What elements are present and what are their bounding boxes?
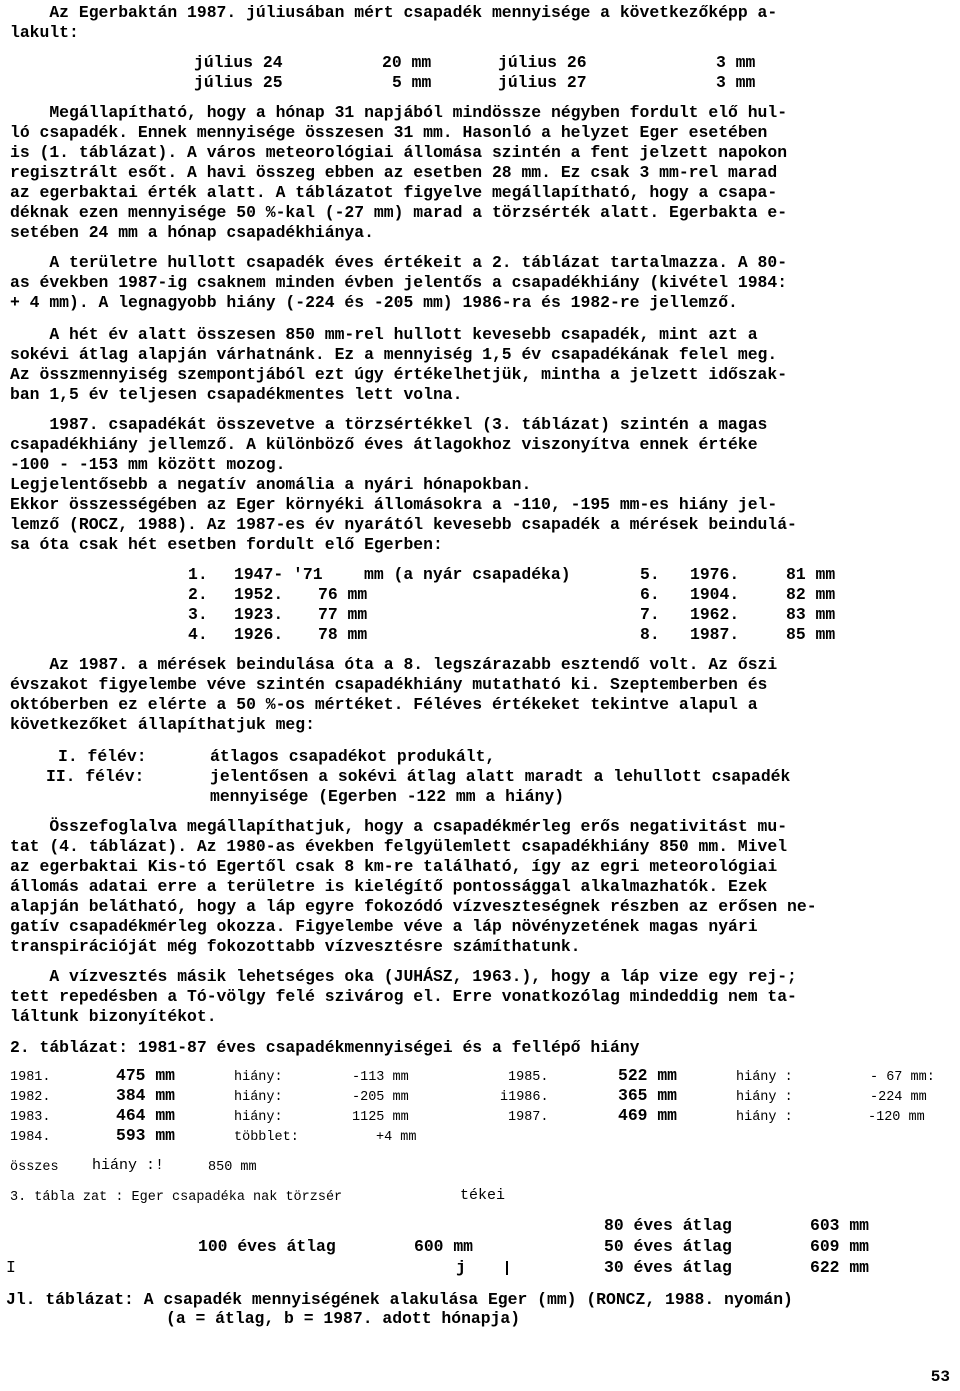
july-date: július 26 — [498, 53, 587, 72]
text-line: + 4 mm). A legnagyobb hiány (-224 és -205 mm) 1986-ra és 1982-re jellemző. — [10, 293, 738, 312]
text-line: -100 - -153 mm között mozog. — [10, 455, 286, 474]
table-cell-value: 469 mm — [618, 1106, 678, 1125]
text-line: következőket állapíthatjuk meg: — [10, 715, 315, 734]
text-line: 1987. csapadékát összevetve a törzsértékkel (3. táblázat) szintén a magas — [10, 415, 768, 434]
rank-year: 1952. — [234, 585, 284, 604]
text-line: transpirációját még fokozottabb vízvesztésre számíthatunk. — [10, 937, 581, 956]
semester-text: mennyisége (Egerben -122 mm a hiány) — [210, 787, 565, 806]
rank-year: 1904. — [690, 585, 740, 604]
text-line: Ekkor összességében az Eger környéki állomásokra a -110, -195 mm-es hiány jel- — [10, 495, 778, 514]
caption-line: (a = átlag, b = 1987. adott hónapja) — [166, 1309, 521, 1328]
rank-value: 78 mm — [318, 625, 368, 644]
text-line: lemző (ROCZ, 1988). Az 1987-es év nyarától kevesebb csapadék a mérések beindulá- — [10, 515, 797, 534]
text-line: tett repedésben a Tó-völgy felé szivárog el. Erre vonatkozólag mindeddig nem ta- — [10, 987, 797, 1006]
table-cell-value: 475 mm — [116, 1066, 176, 1085]
table-cell-key: hiány : — [736, 1110, 793, 1125]
text-line: évszakot figyelembe véve szintén csapadékhiány mutatható ki. Szeptemberben és — [10, 675, 768, 694]
text-line: tat (4. táblázat). Az 1980-as években felgyülemlett csapadékhiány 850 mm. Mivel — [10, 837, 788, 856]
vertical-bar-mark — [506, 1261, 508, 1275]
stray-mark: I — [6, 1258, 16, 1277]
text-line: láltunk bizonyítékot. — [10, 1007, 217, 1026]
table-cell-year: i1986. — [500, 1090, 549, 1105]
table-cell-key: hiány : — [736, 1070, 793, 1085]
rank-value: 77 mm — [318, 605, 368, 624]
table-cell-year: 1983. — [10, 1110, 51, 1125]
table-cell-value: 593 mm — [116, 1126, 176, 1145]
table-cell-year: 1982. — [10, 1090, 51, 1105]
table-cell-key: hiány: — [234, 1110, 283, 1125]
table-total-value: 850 mm — [208, 1160, 257, 1175]
rank-value: 85 mm — [786, 625, 836, 644]
average-label: 30 éves átlag — [604, 1258, 732, 1277]
text-line: Összefoglalva megállapíthatjuk, hogy a csapadékmérleg erős negativitást mu- — [10, 817, 788, 836]
text-line: az egerbaktai Kis-tó Egertől csak 8 km-re található, így az egri meteorológiai — [10, 857, 778, 876]
table-cell-diff: -120 mm — [868, 1110, 925, 1125]
text-line: lakult: — [10, 23, 79, 42]
table-cell-value: 464 mm — [116, 1106, 176, 1125]
text-line: ban 1,5 év teljesen csapadékmentes lett volna. — [10, 385, 463, 404]
table-cell-diff: -205 mm — [352, 1090, 409, 1105]
rank-value: 81 mm — [786, 565, 836, 584]
caption-line: Jl. táblázat: A csapadék mennyiségének alakulása Eger (mm) (RONCZ, 1988. nyomán) — [6, 1290, 793, 1309]
text-line: az egerbaktai érték alatt. A táblázatot figyelve megállapítható, hogy a csapa- — [10, 183, 778, 202]
table-cell-key: hiány : — [736, 1090, 793, 1105]
text-line: Megállapítható, hogy a hónap 31 napjából mindössze négyben fordult elő hul- — [10, 103, 788, 122]
average-value: 603 mm — [810, 1216, 870, 1235]
rank-year: 1976. — [690, 565, 740, 584]
rank-value: 83 mm — [786, 605, 836, 624]
rank-year: 1962. — [690, 605, 740, 624]
text-line: regisztrált esőt. A havi összeg ebben az esetben 28 mm. Ez csak 3 mm-rel marad — [10, 163, 778, 182]
text-line: állomás adatai erre a területre is kielégítő pontossággal alkalmazhatók. Ezek — [10, 877, 768, 896]
text-line: is (1. táblázat). A város meteorológiai állomása szintén a fent jelzett napokon — [10, 143, 788, 162]
table-cell-year: 1985. — [508, 1070, 549, 1085]
average-value: 600 mm — [414, 1237, 474, 1256]
page-number: 53 — [930, 1368, 950, 1386]
text-line: sa óta csak hét esetben fordult elő Egerben: — [10, 535, 443, 554]
text-line: A területre hullott csapadék éves értékeit a 2. táblázat tartalmazza. A 80- — [10, 253, 788, 272]
table-title: 2. táblázat: 1981-87 éves csapadékmennyiségei és a fellépő hiány — [10, 1038, 640, 1057]
rank-year: 1926. — [234, 625, 284, 644]
average-label: 100 éves átlag — [198, 1237, 336, 1256]
stray-mark: j — [456, 1258, 466, 1277]
text-line: Az Egerbaktán 1987. júliusában mért csapadék mennyisége a következőképp a- — [10, 3, 778, 22]
rank-value: 82 mm — [786, 585, 836, 604]
table-cell-year: 1984. — [10, 1130, 51, 1145]
text-line: októberben ez elérte a 50 %-os mértéket. Féléves értékeket tekintve alapul a — [10, 695, 758, 714]
table-total-mid: hiány :! — [92, 1157, 165, 1174]
table-cell-key: hiány: — [234, 1070, 283, 1085]
table-cell-diff: -224 mm — [870, 1090, 927, 1105]
table-total-label: összes — [10, 1160, 59, 1175]
rank-year: 1987. — [690, 625, 740, 644]
july-date: július 27 — [498, 73, 587, 92]
rank-number: 8. — [640, 625, 660, 644]
table-cell-diff: +4 mm — [376, 1130, 417, 1145]
table-cell-diff: -113 mm — [352, 1070, 409, 1085]
text-line: Az 1987. a mérések beindulása óta a 8. legszárazabb esztendő volt. Az őszi — [10, 655, 778, 674]
july-value: 20 mm — [382, 53, 432, 72]
rank-number: 6. — [640, 585, 660, 604]
rank-year: 1923. — [234, 605, 284, 624]
table-cell-key: hiány: — [234, 1090, 283, 1105]
semester-label: II. félév: — [46, 767, 145, 786]
average-label: 50 éves átlag — [604, 1237, 732, 1256]
table-cell-value: 365 mm — [618, 1086, 678, 1105]
text-line: Az összmennyiség szempontjából ezt úgy értékelhetjük, mintha a jelzett időszak- — [10, 365, 788, 384]
table-cell-diff: 1125 mm — [352, 1110, 409, 1125]
semester-text: átlagos csapadékot produkált, — [210, 747, 496, 766]
text-line: A hét év alatt összesen 850 mm-rel hullott kevesebb csapadék, mint azt a — [10, 325, 758, 344]
table-title-suffix: tékei — [460, 1187, 506, 1204]
july-value: 5 mm — [392, 73, 432, 92]
text-line: A vízvesztés másik lehetséges oka (JUHÁSZ, 1963.), hogy a láp vize egy rej-; — [10, 967, 797, 986]
table-cell-value: 522 mm — [618, 1066, 678, 1085]
text-line: gatív csapadékmérleg okozza. Figyelembe véve a láp növényzetének magas nyári — [10, 917, 758, 936]
rank-number: 3. — [188, 605, 208, 624]
semester-text: jelentősen a sokévi átlag alatt maradt a lehullott csapadék — [210, 767, 791, 786]
rank-number: 2. — [188, 585, 208, 604]
average-label: 80 éves átlag — [604, 1216, 732, 1235]
rank-number: 4. — [188, 625, 208, 644]
semester-label: I. félév: — [58, 747, 147, 766]
rank-year: 1947- '71 — [234, 565, 323, 584]
table-cell-value: 384 mm — [116, 1086, 176, 1105]
text-line: csapadékhiány jellemző. A különböző éves átlagokhoz viszonyítva ennek értéke — [10, 435, 758, 454]
july-date: július 24 — [194, 53, 283, 72]
table-cell-year: 1981. — [10, 1070, 51, 1085]
table-cell-year: 1987. — [508, 1110, 549, 1125]
july-value: 3 mm — [716, 53, 756, 72]
average-value: 609 mm — [810, 1237, 870, 1256]
text-line: sokévi átlag alapján várhatnánk. Ez a mennyiség 1,5 év csapadékának felel meg. — [10, 345, 778, 364]
text-line: Legjelentősebb a negatív anomália a nyári hónapokban. — [10, 475, 532, 494]
text-line: ló csapadék. Ennek mennyisége összesen 31 mm. Hasonló a helyzet Eger esetében — [10, 123, 768, 142]
average-value: 622 mm — [810, 1258, 870, 1277]
rank-number: 7. — [640, 605, 660, 624]
july-date: július 25 — [194, 73, 283, 92]
rank-number: 5. — [640, 565, 660, 584]
july-value: 3 mm — [716, 73, 756, 92]
text-line: as években 1987-ig csaknem minden évben jelentős a csapadékhiány (kivétel 1984: — [10, 273, 788, 292]
rank-value: 76 mm — [318, 585, 368, 604]
text-line: setében 24 mm a hónap csapadékhiánya. — [10, 223, 374, 242]
table-cell-diff: - 67 mm: — [870, 1070, 935, 1085]
table-cell-key: többlet: — [234, 1130, 299, 1145]
text-line: déknak ezen mennyisége 50 %-kal (-27 mm) marad a törzsérték alatt. Egerbakta e- — [10, 203, 788, 222]
table-title: 3. tábla zat : Eger csapadéka nak törzsér — [10, 1190, 343, 1205]
rank-value: mm (a nyár csapadéka) — [364, 565, 571, 584]
text-line: alapján belátható, hogy a láp egyre fokozódó vízveszteségnek részben az erősen ne- — [10, 897, 817, 916]
rank-number: 1. — [188, 565, 208, 584]
